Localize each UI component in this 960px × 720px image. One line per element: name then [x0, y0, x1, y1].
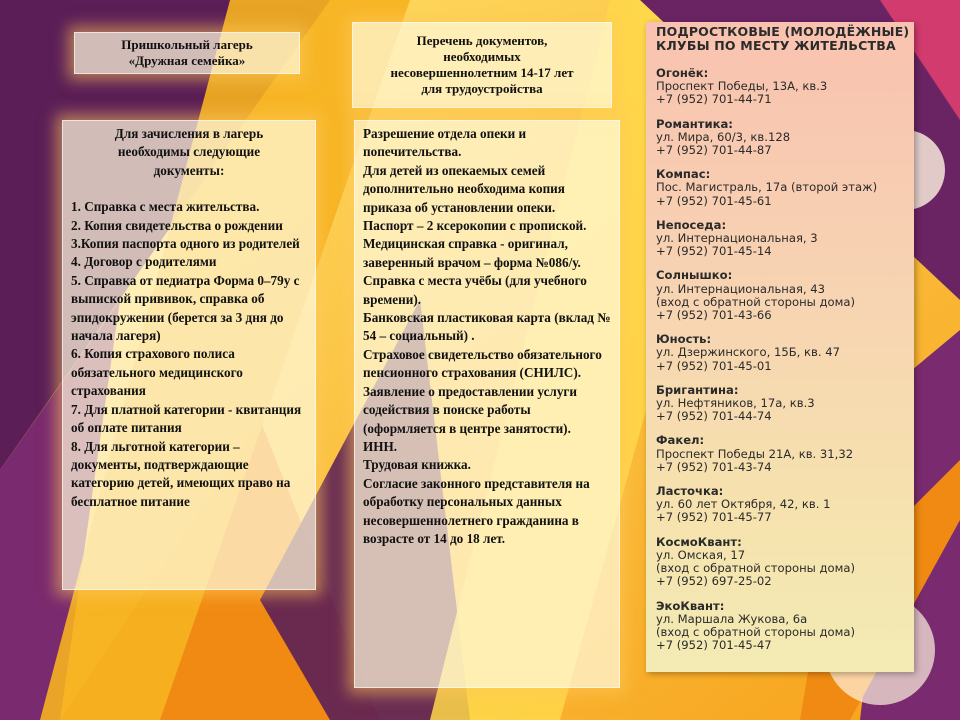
camp-intro-line: необходимы следующие [117, 144, 261, 160]
employment-doc-item: Паспорт – 2 ксерокопии с пропиской. [363, 218, 587, 234]
club-address: Проспект Победы 21А, кв. 31,32 [656, 446, 854, 461]
camp-doc-item: 3.Копия паспорта одного из родителей [71, 236, 300, 252]
club-address: ул. Интернациональная, 43 [656, 281, 826, 296]
club-phone: +7 (952) 701-43-74 [656, 459, 772, 474]
employment-doc-item: Медицинская справка - оригинал, заверенный врачом – форма №086/у. [363, 236, 581, 270]
club-address: ул. Интернациональная, 3 [656, 231, 818, 246]
club-name: КосмоКвант: [656, 534, 742, 549]
clubs-header [656, 24, 910, 53]
club-address: Проспект Победы, 13А, кв.3 [656, 79, 828, 94]
club-entry [656, 536, 904, 589]
camp-doc-item: 5. Справка от педиатра Форма 0–79у с выпиской прививок, справка об эпидокружении (берется за 3 дня до начала лагеря) [71, 272, 300, 344]
club-phone: +7 (952) 701-45-77 [656, 510, 772, 525]
camp-doc-item: 8. Для льготной категории – документы, подтверждающие категорию детей, имеющих право на бесплатное питание [71, 438, 291, 509]
clubs-header-line: КЛУБЫ ПО МЕСТУ ЖИТЕЛЬСТВА [656, 38, 896, 53]
club-phone: +7 (952) 701-45-01 [656, 358, 772, 373]
club-address: ул. 60 лет Октября, 42, кв. 1 [656, 497, 831, 512]
club-name: Компас: [656, 167, 711, 182]
camp-requirements-box [62, 120, 316, 590]
club-phone: +7 (952) 697-25-02 [656, 574, 772, 589]
employment-docs-box [354, 120, 620, 688]
club-address: (вход с обратной стороны дома) [656, 294, 856, 309]
club-entry [656, 485, 904, 525]
camp-doc-item: 1. Справка с места жительства. [71, 199, 260, 215]
club-name: ЭкоКвант: [656, 598, 725, 613]
employment-doc-item: Банковская пластиковая карта (вклад № 54 – социальный) . [363, 310, 611, 344]
club-address: ул. Мира, 60/3, кв.128 [656, 129, 791, 144]
camp-doc-item: 4. Договор с родителями [71, 254, 217, 270]
camp-doc-item: 7. Для платной категории - квитанция об оплате питания [71, 401, 302, 436]
camp-intro-line: Для зачисления в лагерь [114, 126, 264, 141]
docs-title-box [352, 22, 612, 108]
camp-title-line: Пришкольный лагерь [121, 37, 253, 52]
club-phone: +7 (952) 701-45-47 [656, 638, 772, 653]
camp-doc-item: 6. Копия страхового полиса обязательного медицинского страхования [71, 346, 243, 399]
employment-doc-item: Для детей из опекаемых семей дополнительно необходима копия приказа об установлении опеки. [363, 162, 565, 215]
club-entry [656, 384, 904, 424]
club-name: Романтика: [656, 116, 733, 131]
camp-doc-item: 2. Копия свидетельства о рождении [71, 217, 283, 233]
club-address: Пос. Магистраль, 17а (второй этаж) [656, 180, 878, 195]
camp-intro-line: документы: [153, 162, 225, 178]
club-phone: +7 (952) 701-44-87 [656, 143, 772, 158]
club-phone: +7 (952) 701-45-61 [656, 193, 772, 208]
docs-title-line: для трудоустройства [421, 81, 543, 96]
employment-doc-item: Заявление о предоставлении услуги содействия в поиске работы (оформляется в центре занятости). [363, 383, 577, 436]
club-name: Непоседа: [656, 217, 727, 232]
employment-doc-item: ИНН. [363, 438, 398, 454]
employment-doc-item: Согласие законного представителя на обработку персональных данных несовершеннолетнего гражданина в возрасте от 14 до 18 лет. [363, 475, 590, 546]
club-name: Ласточка: [656, 484, 724, 499]
docs-title-line: Перечень документов, [416, 33, 548, 48]
club-entry [656, 67, 904, 107]
employment-doc-item: Справка с места учёбы (для учебного времени). [363, 273, 587, 307]
youth-clubs-panel [646, 22, 914, 672]
camp-intro [71, 125, 307, 180]
camp-title-line: «Дружная семейка» [128, 53, 246, 68]
docs-title-line: несовершеннолетним 14-17 лет [390, 65, 574, 80]
club-entry [656, 269, 904, 322]
camp-title [121, 37, 252, 69]
club-address: (вход с обратной стороны дома) [656, 624, 856, 639]
club-phone: +7 (952) 701-43-66 [656, 308, 772, 323]
employment-doc-item: Разрешение отдела опеки и попечительства. [363, 126, 527, 160]
club-phone: +7 (952) 701-45-14 [656, 244, 772, 259]
club-address: ул. Маршала Жукова, 6а [656, 611, 808, 626]
clubs-header-line: ПОДРОСТКОВЫЕ (МОЛОДЁЖНЫЕ) [656, 24, 910, 39]
club-entry [656, 118, 904, 158]
club-list [656, 67, 904, 652]
club-name: Огонёк: [656, 66, 709, 80]
club-name: Юность: [656, 332, 712, 347]
club-address: (вход с обратной стороны дома) [656, 561, 856, 576]
employment-doc-item: Страховое свидетельство обязательного пенсионного страхования (СНИЛС). [363, 346, 602, 381]
club-address: ул. Дзержинского, 15Б, кв. 47 [656, 345, 840, 360]
club-entry [656, 219, 904, 259]
club-entry [656, 600, 904, 653]
club-entry [656, 333, 904, 373]
club-entry [656, 434, 904, 474]
docs-title-line: необходимых [443, 49, 521, 64]
club-phone: +7 (952) 701-44-71 [656, 92, 772, 107]
docs-title [390, 33, 573, 97]
club-name: Солнышко: [656, 268, 733, 283]
club-phone: +7 (952) 701-44-74 [656, 409, 772, 424]
employment-doc-item: Трудовая книжка. [363, 457, 471, 473]
camp-title-box [74, 32, 300, 74]
club-entry [656, 168, 904, 208]
club-address: ул. Нефтяников, 17а, кв.3 [656, 396, 815, 411]
club-name: Факел: [656, 433, 705, 448]
club-name: Бригантина: [656, 382, 739, 397]
club-address: ул. Омская, 17 [656, 547, 746, 562]
